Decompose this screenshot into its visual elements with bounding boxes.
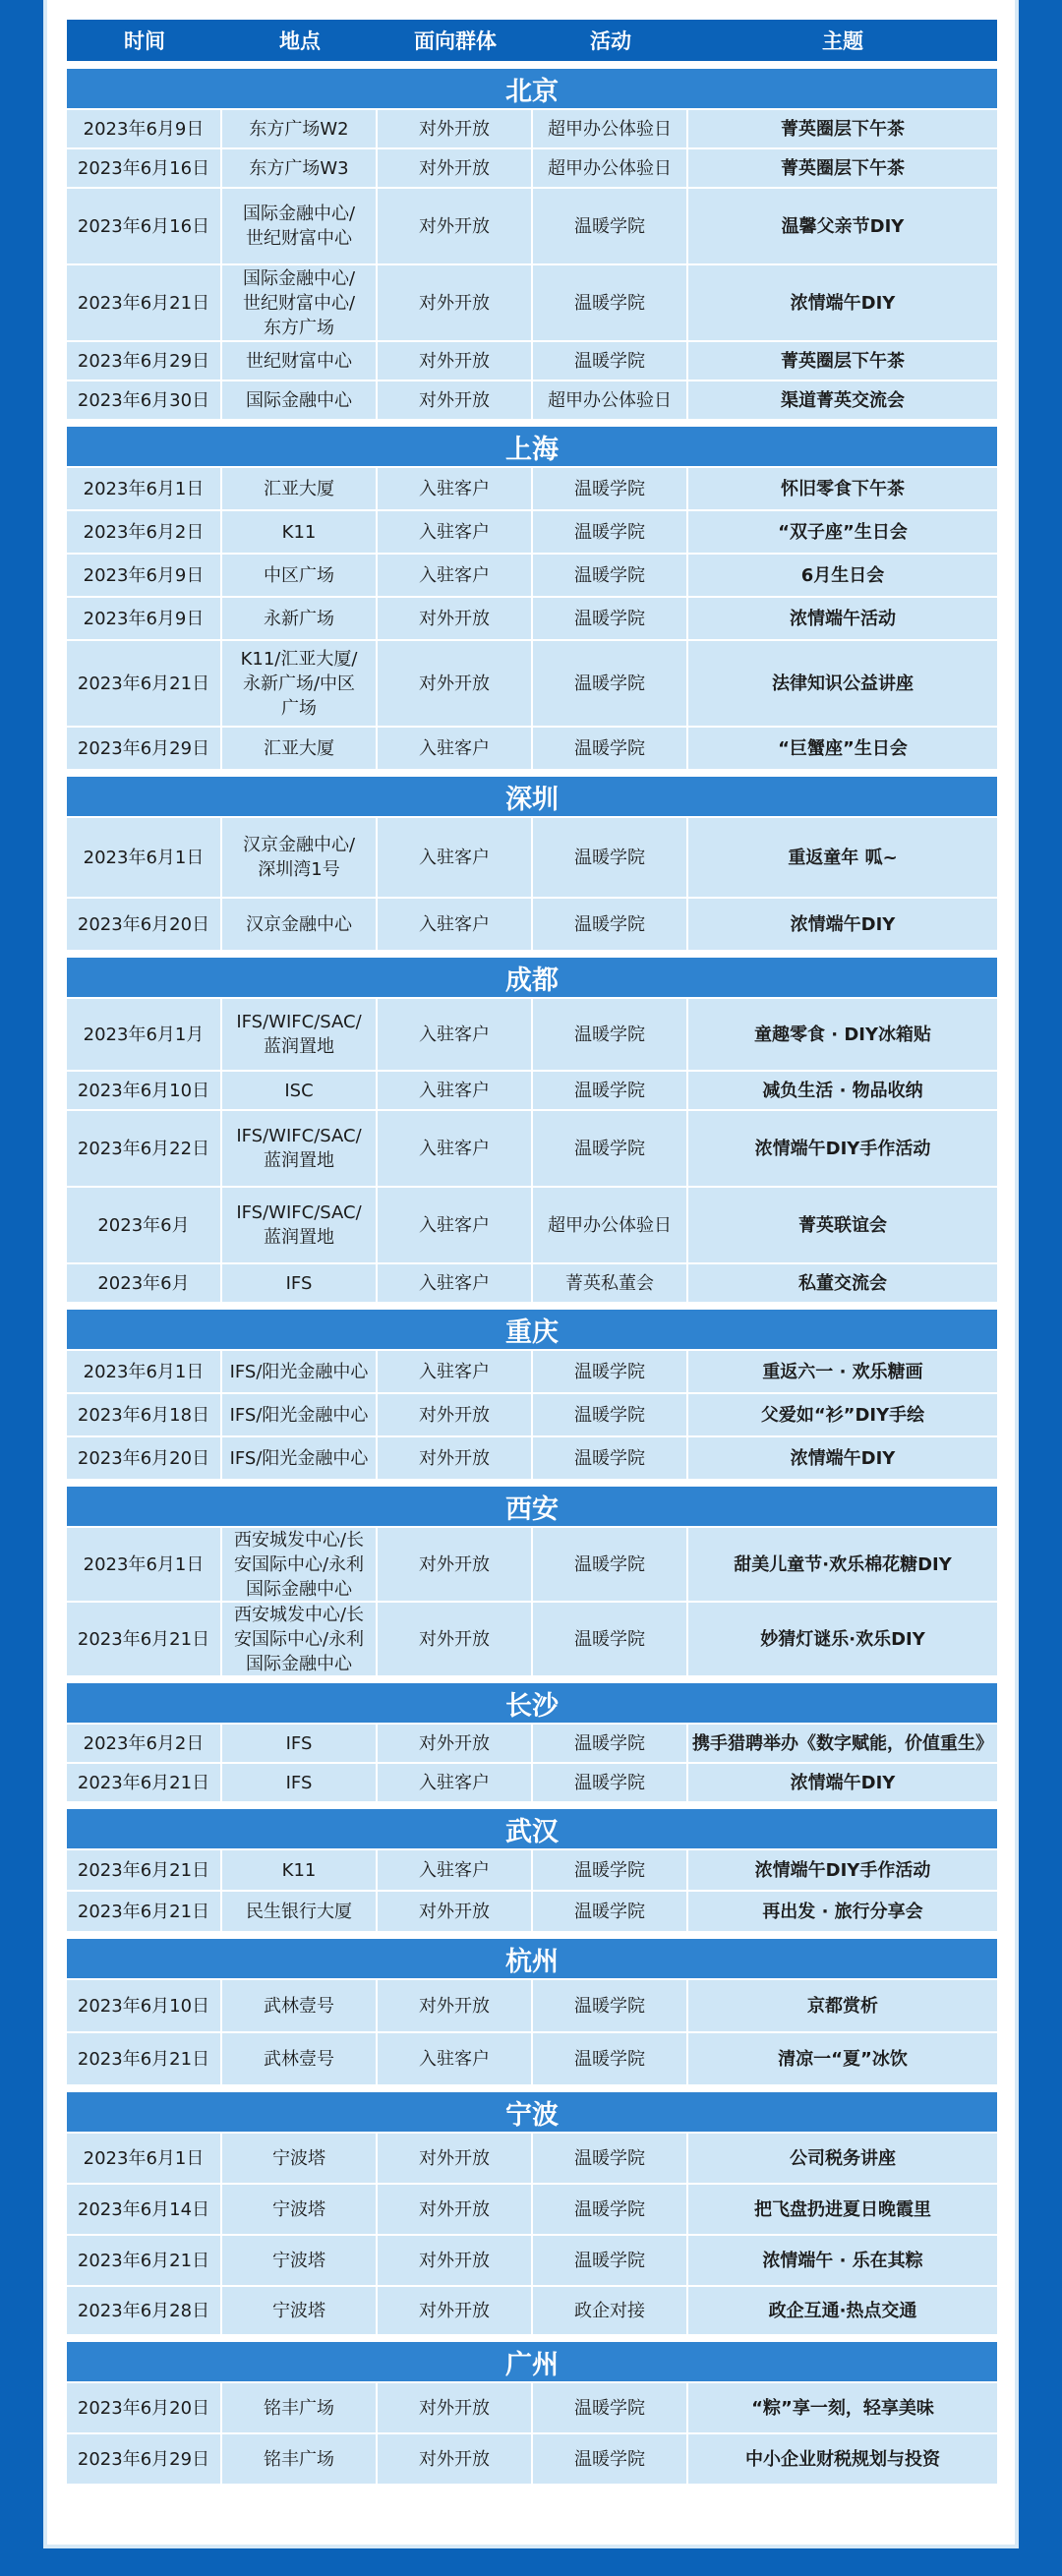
- table-row: [67, 149, 997, 187]
- cell-date: 2023年6月1日: [67, 818, 220, 897]
- cell-place: 永新广场: [222, 598, 376, 639]
- cell-date: 2023年6月10日: [67, 1980, 220, 2031]
- cell-date: 2023年6月21日: [67, 2236, 220, 2285]
- cell-audience: 对外开放: [378, 2236, 531, 2285]
- table-row: [67, 2287, 997, 2334]
- cell-activity: 温暖学院: [533, 1603, 686, 1675]
- city-section: [67, 777, 997, 950]
- cell-audience: 对外开放: [378, 342, 531, 380]
- cell-date: 2023年6月29日: [67, 728, 220, 769]
- city-heading: 成都: [67, 958, 997, 997]
- table-row: [67, 2383, 997, 2432]
- cell-place: 国际金融中心/ 世纪财富中心: [222, 189, 376, 263]
- table-row: [67, 999, 997, 1070]
- cell-theme: 减负生活 · 物品收纳: [688, 1072, 997, 1109]
- cell-place: 东方广场W2: [222, 110, 376, 147]
- cell-date: 2023年6月9日: [67, 110, 220, 147]
- cell-date: 2023年6月2日: [67, 1725, 220, 1762]
- cell-activity: 温暖学院: [533, 598, 686, 639]
- cell-place: 铭丰广场: [222, 2434, 376, 2484]
- cell-audience: 入驻客户: [378, 818, 531, 897]
- cell-activity: 温暖学院: [533, 1725, 686, 1762]
- table-header: [67, 20, 997, 61]
- cell-place: IFS/阳光金融中心: [222, 1394, 376, 1435]
- cell-theme: 再出发 · 旅行分享会: [688, 1892, 997, 1931]
- cell-date: 2023年6月1日: [67, 1528, 220, 1601]
- cell-activity: 温暖学院: [533, 999, 686, 1070]
- cell-theme: 浓情端午DIY: [688, 899, 997, 950]
- cell-theme: 私董交流会: [688, 1264, 997, 1302]
- cell-activity: 温暖学院: [533, 899, 686, 950]
- cell-date: 2023年6月20日: [67, 899, 220, 950]
- cell-audience: 对外开放: [378, 381, 531, 419]
- cell-place: K11: [222, 511, 376, 553]
- header-activity: 活动: [590, 29, 631, 53]
- cell-theme: 浓情端午 · 乐在其粽: [688, 2236, 997, 2285]
- cell-audience: 入驻客户: [378, 1850, 531, 1890]
- city-section: [67, 2342, 997, 2484]
- cell-activity: 温暖学院: [533, 189, 686, 263]
- cell-place: 宁波塔: [222, 2134, 376, 2183]
- cell-audience: 对外开放: [378, 1725, 531, 1762]
- cell-theme: 京都赏析: [688, 1980, 997, 2031]
- table-row: [67, 381, 997, 419]
- cell-date: 2023年6月29日: [67, 342, 220, 380]
- cell-date: 2023年6月20日: [67, 1437, 220, 1479]
- cell-theme: 清凉一“夏”冰饮: [688, 2033, 997, 2084]
- table-row: [67, 468, 997, 509]
- cell-theme: 重返六一 · 欢乐糖画: [688, 1351, 997, 1392]
- cell-date: 2023年6月21日: [67, 265, 220, 340]
- table-row: [67, 1980, 997, 2031]
- cell-activity: 温暖学院: [533, 265, 686, 340]
- cell-place: 宁波塔: [222, 2236, 376, 2285]
- table-row: [67, 342, 997, 380]
- cell-audience: 入驻客户: [378, 511, 531, 553]
- cell-theme: 童趣零食 · DIY冰箱贴: [688, 999, 997, 1070]
- cell-place: 国际金融中心/ 世纪财富中心/ 东方广场: [222, 265, 376, 340]
- cell-date: 2023年6月21日: [67, 1850, 220, 1890]
- city-heading: 上海: [67, 427, 997, 466]
- cell-place: IFS/WIFC/SAC/ 蓝润置地: [222, 1111, 376, 1186]
- table-row: [67, 1188, 997, 1262]
- cell-theme: 浓情端午DIY: [688, 265, 997, 340]
- cell-date: 2023年6月21日: [67, 1603, 220, 1675]
- table-row: [67, 728, 997, 769]
- schedule-sheet: [43, 0, 1019, 2548]
- cell-activity: 温暖学院: [533, 2434, 686, 2484]
- table-row: [67, 2134, 997, 2183]
- table-row: [67, 1764, 997, 1801]
- cell-place: K11/汇亚大厦/ 永新广场/中区 广场: [222, 641, 376, 726]
- cell-place: IFS: [222, 1764, 376, 1801]
- cell-date: 2023年6月: [67, 1264, 220, 1302]
- cell-audience: 对外开放: [378, 110, 531, 147]
- table-row: [67, 2033, 997, 2084]
- cell-audience: 入驻客户: [378, 728, 531, 769]
- cell-place: 汉京金融中心/ 深圳湾1号: [222, 818, 376, 897]
- cell-theme: 中小企业财税规划与投资: [688, 2434, 997, 2484]
- cell-activity: 菁英私董会: [533, 1264, 686, 1302]
- cell-date: 2023年6月14日: [67, 2185, 220, 2234]
- cell-date: 2023年6月16日: [67, 189, 220, 263]
- cell-date: 2023年6月1日: [67, 1351, 220, 1392]
- cell-activity: 温暖学院: [533, 641, 686, 726]
- table-row: [67, 1892, 997, 1931]
- cell-theme: 妙猜灯谜乐·欢乐DIY: [688, 1603, 997, 1675]
- cell-date: 2023年6月1日: [67, 2134, 220, 2183]
- cell-place: IFS: [222, 1264, 376, 1302]
- table-row: [67, 2236, 997, 2285]
- cell-activity: 温暖学院: [533, 1850, 686, 1890]
- table-row: [67, 265, 997, 340]
- table-row: [67, 641, 997, 726]
- cell-theme: 公司税务讲座: [688, 2134, 997, 2183]
- city-heading: 杭州: [67, 1939, 997, 1978]
- cell-theme: 菁英圈层下午茶: [688, 110, 997, 147]
- city-heading: 广州: [67, 2342, 997, 2381]
- cell-theme: 6月生日会: [688, 555, 997, 596]
- city-sections: [67, 69, 997, 2484]
- header-theme: 主题: [822, 29, 863, 53]
- cell-activity: 温暖学院: [533, 728, 686, 769]
- cell-activity: 温暖学院: [533, 1764, 686, 1801]
- cell-theme: “巨蟹座”生日会: [688, 728, 997, 769]
- cell-audience: 入驻客户: [378, 1764, 531, 1801]
- cell-audience: 入驻客户: [378, 1188, 531, 1262]
- cell-audience: 入驻客户: [378, 468, 531, 509]
- event-table: [67, 20, 997, 2484]
- table-row: [67, 1111, 997, 1186]
- cell-place: 中区广场: [222, 555, 376, 596]
- cell-theme: 甜美儿童节·欢乐棉花糖DIY: [688, 1528, 997, 1601]
- table-row: [67, 1603, 997, 1675]
- cell-place: 武林壹号: [222, 2033, 376, 2084]
- cell-activity: 超甲办公体验日: [533, 110, 686, 147]
- city-heading: 武汉: [67, 1809, 997, 1848]
- table-row: [67, 1394, 997, 1435]
- table-row: [67, 1351, 997, 1392]
- table-row: [67, 189, 997, 263]
- cell-audience: 对外开放: [378, 149, 531, 187]
- header-place: 地点: [279, 29, 321, 53]
- cell-theme: “双子座”生日会: [688, 511, 997, 553]
- cell-theme: 携手猎聘举办《数字赋能，价值重生》: [688, 1725, 997, 1762]
- city-section: [67, 427, 997, 769]
- cell-activity: 温暖学院: [533, 1437, 686, 1479]
- cell-theme: 浓情端午DIY: [688, 1764, 997, 1801]
- cell-theme: 菁英圈层下午茶: [688, 342, 997, 380]
- cell-activity: 温暖学院: [533, 1394, 686, 1435]
- cell-place: IFS/WIFC/SAC/ 蓝润置地: [222, 1188, 376, 1262]
- table-row: [67, 2434, 997, 2484]
- cell-place: IFS/阳光金融中心: [222, 1437, 376, 1479]
- cell-activity: 温暖学院: [533, 818, 686, 897]
- cell-audience: 入驻客户: [378, 1351, 531, 1392]
- cell-place: ISC: [222, 1072, 376, 1109]
- cell-audience: 对外开放: [378, 1394, 531, 1435]
- cell-audience: 对外开放: [378, 1528, 531, 1601]
- cell-date: 2023年6月22日: [67, 1111, 220, 1186]
- cell-date: 2023年6月16日: [67, 149, 220, 187]
- cell-activity: 温暖学院: [533, 342, 686, 380]
- cell-activity: 温暖学院: [533, 1072, 686, 1109]
- city-section: [67, 2092, 997, 2334]
- cell-place: K11: [222, 1850, 376, 1890]
- cell-date: 2023年6月21日: [67, 1892, 220, 1931]
- cell-activity: 温暖学院: [533, 511, 686, 553]
- cell-date: 2023年6月20日: [67, 2383, 220, 2432]
- cell-place: 国际金融中心: [222, 381, 376, 419]
- cell-date: 2023年6月21日: [67, 1764, 220, 1801]
- cell-audience: 入驻客户: [378, 1072, 531, 1109]
- cell-theme: 浓情端午DIY: [688, 1437, 997, 1479]
- table-row: [67, 899, 997, 950]
- cell-theme: “粽”享一刻，轻享美味: [688, 2383, 997, 2432]
- cell-activity: 温暖学院: [533, 2236, 686, 2285]
- cell-audience: 对外开放: [378, 1437, 531, 1479]
- city-section: [67, 1809, 997, 1931]
- cell-place: 西安城发中心/长 安国际中心/永利 国际金融中心: [222, 1528, 376, 1601]
- cell-activity: 温暖学院: [533, 2383, 686, 2432]
- cell-theme: 把飞盘扔进夏日晚霞里: [688, 2185, 997, 2234]
- cell-place: 宁波塔: [222, 2185, 376, 2234]
- cell-activity: 温暖学院: [533, 468, 686, 509]
- cell-audience: 入驻客户: [378, 1111, 531, 1186]
- cell-audience: 入驻客户: [378, 1264, 531, 1302]
- city-section: [67, 1310, 997, 1479]
- cell-place: 汇亚大厦: [222, 728, 376, 769]
- header-audience: 面向群体: [414, 29, 497, 53]
- city-heading: 北京: [67, 69, 997, 108]
- city-heading: 重庆: [67, 1310, 997, 1349]
- cell-place: 汉京金融中心: [222, 899, 376, 950]
- city-section: [67, 1683, 997, 1801]
- cell-theme: 菁英圈层下午茶: [688, 149, 997, 187]
- cell-activity: 超甲办公体验日: [533, 381, 686, 419]
- cell-theme: 怀旧零食下午茶: [688, 468, 997, 509]
- cell-date: 2023年6月18日: [67, 1394, 220, 1435]
- cell-audience: 对外开放: [378, 1892, 531, 1931]
- cell-place: IFS/阳光金融中心: [222, 1351, 376, 1392]
- cell-place: 武林壹号: [222, 1980, 376, 2031]
- city-heading: 宁波: [67, 2092, 997, 2132]
- cell-theme: 政企互通·热点交通: [688, 2287, 997, 2334]
- table-row: [67, 1850, 997, 1890]
- table-row: [67, 818, 997, 897]
- table-row: [67, 1528, 997, 1601]
- table-row: [67, 1264, 997, 1302]
- table-row: [67, 1725, 997, 1762]
- cell-place: 汇亚大厦: [222, 468, 376, 509]
- cell-audience: 对外开放: [378, 641, 531, 726]
- city-heading: 长沙: [67, 1683, 997, 1723]
- cell-theme: 温馨父亲节DIY: [688, 189, 997, 263]
- cell-theme: 菁英联谊会: [688, 1188, 997, 1262]
- cell-date: 2023年6月29日: [67, 2434, 220, 2484]
- cell-audience: 对外开放: [378, 265, 531, 340]
- cell-audience: 对外开放: [378, 1603, 531, 1675]
- cell-activity: 超甲办公体验日: [533, 1188, 686, 1262]
- cell-activity: 温暖学院: [533, 1528, 686, 1601]
- city-section: [67, 1939, 997, 2084]
- table-row: [67, 598, 997, 639]
- cell-date: 2023年6月30日: [67, 381, 220, 419]
- table-row: [67, 555, 997, 596]
- cell-place: 东方广场W3: [222, 149, 376, 187]
- cell-activity: 温暖学院: [533, 1351, 686, 1392]
- cell-date: 2023年6月21日: [67, 2033, 220, 2084]
- cell-activity: 温暖学院: [533, 1111, 686, 1186]
- cell-theme: 父爱如“衫”DIY手绘: [688, 1394, 997, 1435]
- cell-theme: 法律知识公益讲座: [688, 641, 997, 726]
- cell-date: 2023年6月1日: [67, 468, 220, 509]
- cell-audience: 对外开放: [378, 189, 531, 263]
- cell-date: 2023年6月21日: [67, 641, 220, 726]
- cell-theme: 浓情端午活动: [688, 598, 997, 639]
- cell-activity: 超甲办公体验日: [533, 149, 686, 187]
- cell-place: 民生银行大厦: [222, 1892, 376, 1931]
- cell-activity: 政企对接: [533, 2287, 686, 2334]
- cell-theme: 浓情端午DIY手作活动: [688, 1850, 997, 1890]
- cell-date: 2023年6月: [67, 1188, 220, 1262]
- cell-audience: 入驻客户: [378, 555, 531, 596]
- cell-theme: 重返童年 呱~: [688, 818, 997, 897]
- cell-audience: 对外开放: [378, 598, 531, 639]
- cell-date: 2023年6月1月: [67, 999, 220, 1070]
- header-date: 时间: [124, 29, 165, 53]
- cell-activity: 温暖学院: [533, 2134, 686, 2183]
- cell-audience: 对外开放: [378, 2185, 531, 2234]
- cell-audience: 入驻客户: [378, 2033, 531, 2084]
- cell-audience: 对外开放: [378, 1980, 531, 2031]
- cell-date: 2023年6月10日: [67, 1072, 220, 1109]
- cell-place: IFS: [222, 1725, 376, 1762]
- table-row: [67, 1072, 997, 1109]
- cell-date: 2023年6月28日: [67, 2287, 220, 2334]
- cell-activity: 温暖学院: [533, 2185, 686, 2234]
- city-section: [67, 1487, 997, 1675]
- cell-date: 2023年6月9日: [67, 555, 220, 596]
- city-heading: 西安: [67, 1487, 997, 1526]
- cell-activity: 温暖学院: [533, 1892, 686, 1931]
- table-row: [67, 2185, 997, 2234]
- cell-audience: 对外开放: [378, 2287, 531, 2334]
- city-section: [67, 69, 997, 419]
- cell-audience: 对外开放: [378, 2134, 531, 2183]
- cell-place: 西安城发中心/长 安国际中心/永利 国际金融中心: [222, 1603, 376, 1675]
- cell-activity: 温暖学院: [533, 555, 686, 596]
- table-row: [67, 110, 997, 147]
- cell-theme: 渠道菁英交流会: [688, 381, 997, 419]
- city-section: [67, 958, 997, 1302]
- cell-theme: 浓情端午DIY手作活动: [688, 1111, 997, 1186]
- cell-place: IFS/WIFC/SAC/ 蓝润置地: [222, 999, 376, 1070]
- cell-audience: 对外开放: [378, 2383, 531, 2432]
- cell-activity: 温暖学院: [533, 1980, 686, 2031]
- cell-place: 铭丰广场: [222, 2383, 376, 2432]
- cell-audience: 入驻客户: [378, 999, 531, 1070]
- city-heading: 深圳: [67, 777, 997, 816]
- cell-audience: 对外开放: [378, 2434, 531, 2484]
- cell-activity: 温暖学院: [533, 2033, 686, 2084]
- table-row: [67, 1437, 997, 1479]
- table-row: [67, 511, 997, 553]
- cell-place: 世纪财富中心: [222, 342, 376, 380]
- cell-audience: 入驻客户: [378, 899, 531, 950]
- cell-place: 宁波塔: [222, 2287, 376, 2334]
- cell-date: 2023年6月9日: [67, 598, 220, 639]
- cell-date: 2023年6月2日: [67, 511, 220, 553]
